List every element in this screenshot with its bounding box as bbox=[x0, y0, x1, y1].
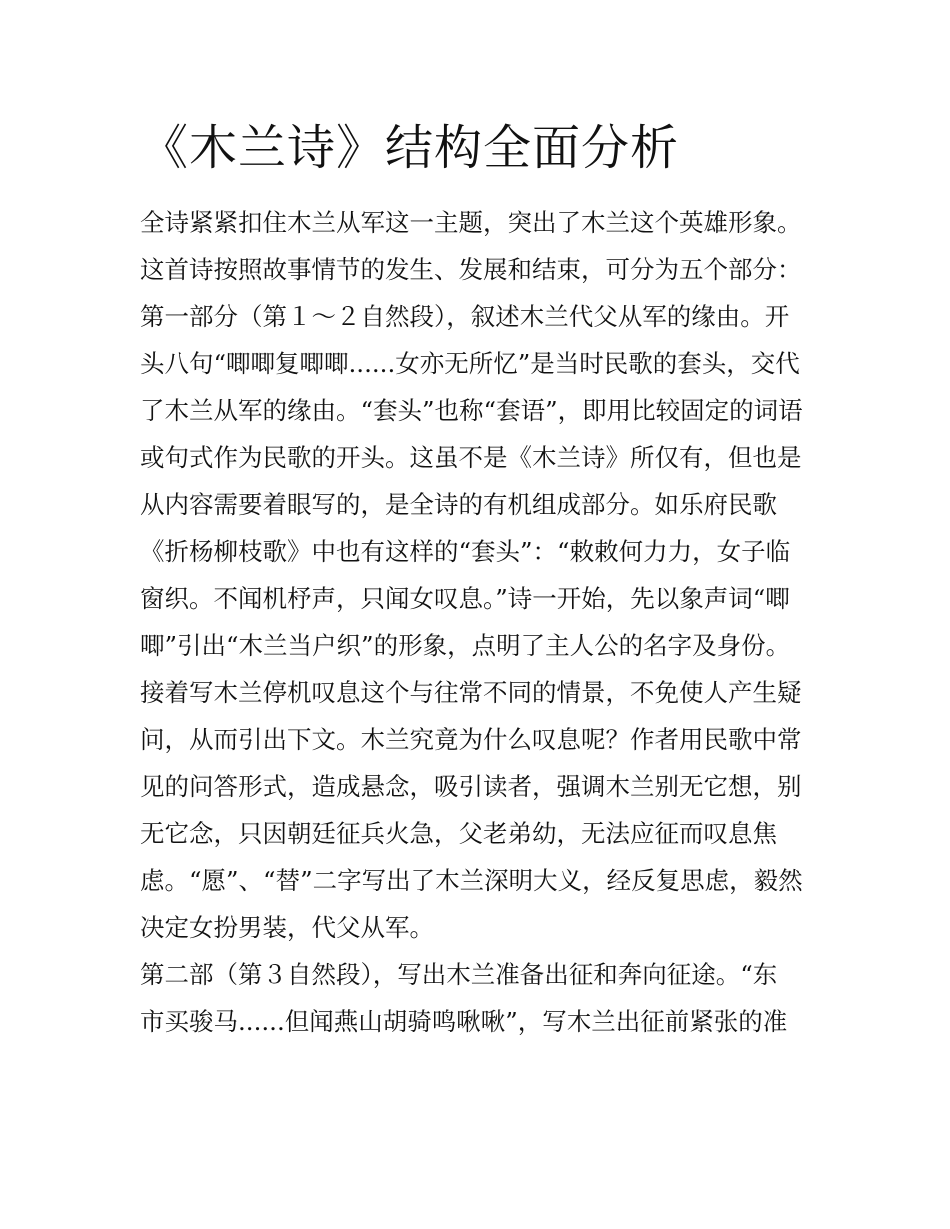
body-line: 第一部分（第１～２自然段），叙述木兰代父从军的缘由。开 bbox=[140, 302, 790, 331]
body-line: 窗织。不闻机杼声，只闻女叹息。”诗一开始，先以象声词“唧 bbox=[140, 584, 790, 613]
body-line: 无它念，只因朝廷征兵火急，父老弟幼，无法应征而叹息焦 bbox=[140, 819, 777, 848]
body-line: 虑。“愿”、“替”二字写出了木兰深明大义，经反复思虑，毅然 bbox=[140, 866, 803, 895]
body-line: 第二部（第３自然段），写出木兰准备出征和奔向征途。“东 bbox=[140, 960, 778, 989]
body-line: 或句式作为民歌的开头。这虽不是《木兰诗》所仅有，但也是 bbox=[140, 443, 802, 472]
body-line: 了木兰从军的缘由。“套头”也称“套语”，即用比较固定的词语 bbox=[140, 396, 803, 425]
body-line: 见的问答形式，造成悬念，吸引读者，强调木兰别无它想，别 bbox=[140, 772, 802, 801]
body-line: 《折杨柳枝歌》中也有这样的“套头”：“敕敕何力力，女子临 bbox=[140, 537, 791, 566]
body-line: 决定女扮男装，代父从军。 bbox=[140, 913, 434, 942]
body-line: 头八句“唧唧复唧唧......女亦无所忆”是当时民歌的套头，交代 bbox=[140, 349, 800, 378]
body-line: 接着写木兰停机叹息这个与往常不同的情景，不免使人产生疑 bbox=[140, 678, 802, 707]
body-line: 全诗紧紧扣住木兰从军这一主题，突出了木兰这个英雄形象。 bbox=[140, 208, 802, 237]
body-line: 问，从而引出下文。木兰究竟为什么叹息呢？作者用民歌中常 bbox=[140, 725, 802, 754]
body-line: 从内容需要着眼写的，是全诗的有机组成部分。如乐府民歌 bbox=[140, 490, 777, 519]
body-line: 唧”引出“木兰当户织”的形象，点明了主人公的名字及身份。 bbox=[140, 631, 791, 660]
body-line: 市买骏马......但闻燕山胡骑鸣啾啾”，写木兰出征前紧张的准 bbox=[140, 1007, 788, 1036]
body-line: 这首诗按照故事情节的发生、发展和结束，可分为五个部分： bbox=[140, 255, 802, 284]
document-title: 《木兰诗》结构全面分析 bbox=[140, 120, 680, 176]
